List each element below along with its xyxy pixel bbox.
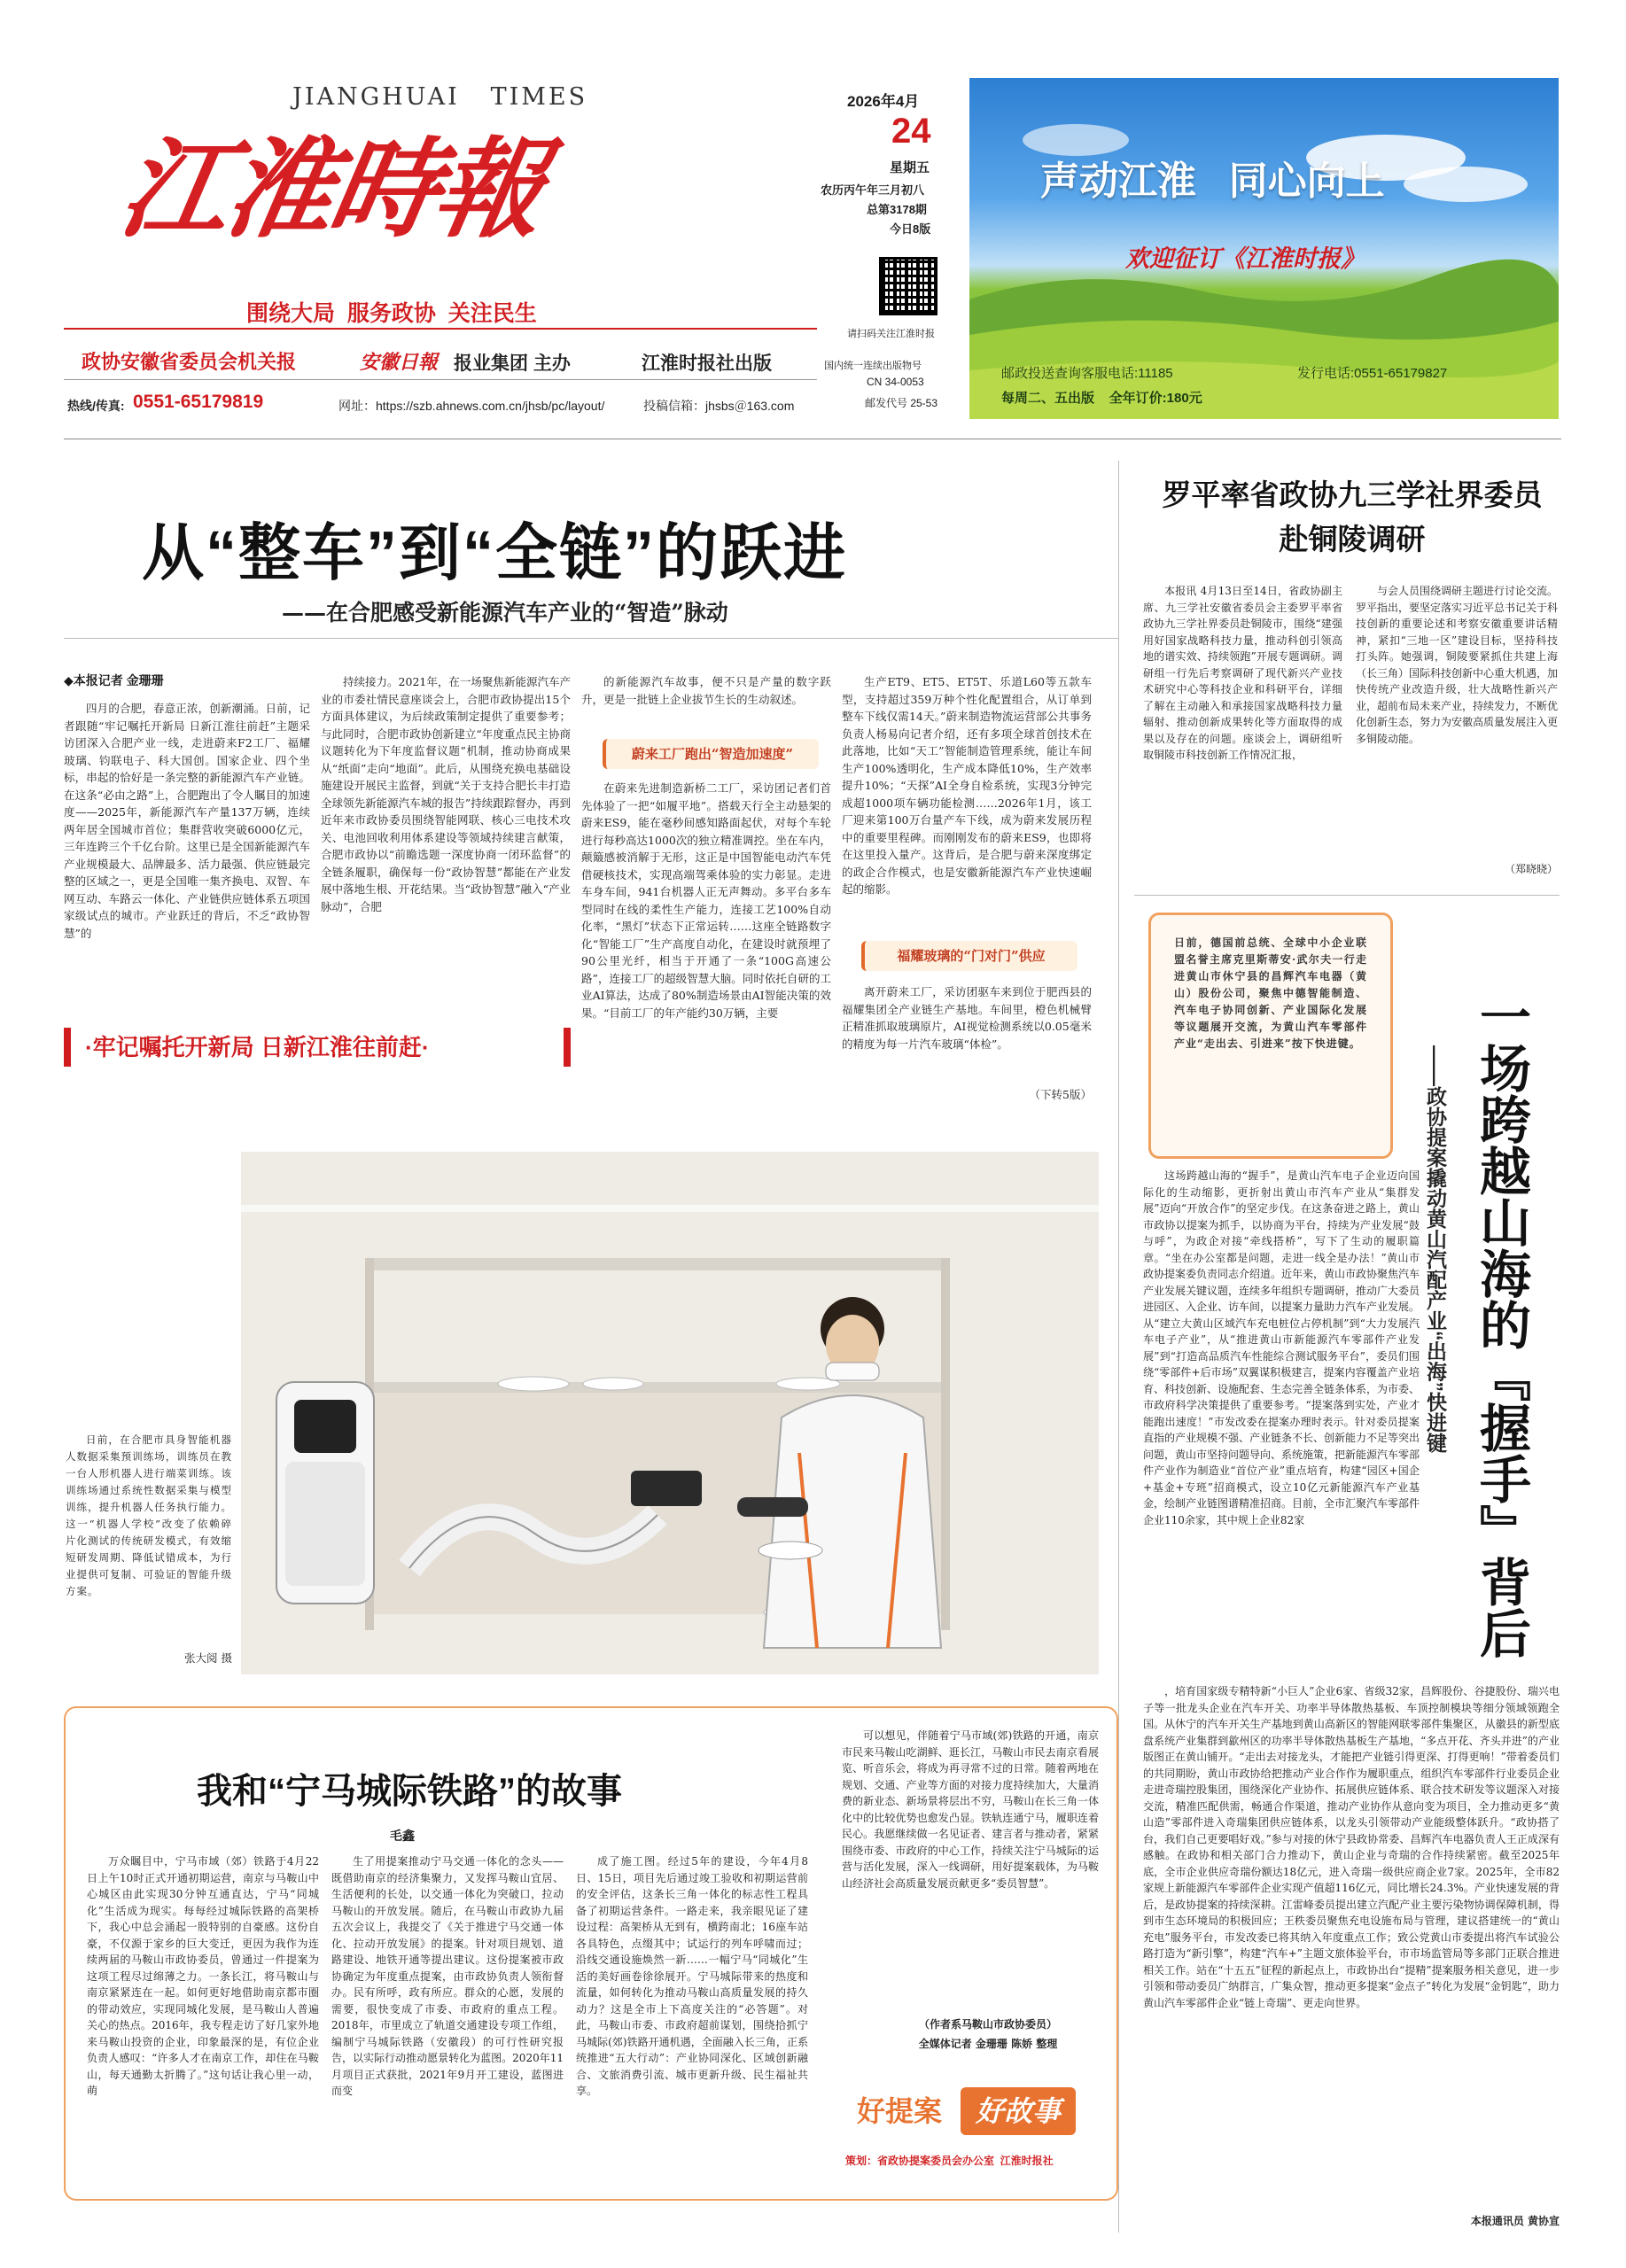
subhead-nio-factory: 蔚来工厂跑出“智造加速度” [603, 739, 819, 769]
masthead-title: 江淮時報 [111, 125, 552, 252]
masthead-latin: JIANGHUAI TIMES [292, 83, 588, 111]
cn-number: CN 34-0053 [867, 376, 924, 388]
masthead-slogan: 围绕大局 服务政协 关注民生 [246, 301, 537, 326]
ad-schedule: 每周二、五出版 全年订价:180元 [1001, 391, 1202, 406]
publisher-label: 报业集团 主办 [454, 353, 571, 374]
ad-postal-query: 邮政投送查询客服电话:11185 [1001, 366, 1173, 381]
page-count: 今日8版 [890, 222, 931, 236]
date-year-month: 2026年4月 [847, 93, 920, 110]
publisher-logo: 安徽日報 [360, 351, 439, 374]
issuer-label: 江淮时报社出版 [642, 353, 772, 374]
ad-distribution-phone: 发行电话:0551-65179827 [1297, 366, 1448, 381]
feature-author: 本报通讯员 黄协宣 [1470, 2215, 1560, 2227]
story-editor: 全媒体记者 金珊珊 陈娇 整理 [918, 2038, 1058, 2050]
ad-headline: 声动江淮 同心向上 [1040, 159, 1385, 203]
story-author: 毛鑫 [390, 1829, 415, 1844]
lead-rule [64, 638, 1118, 639]
ad-invite: 欢迎征订《江淮时报》 [1125, 245, 1365, 273]
subhead-fuyao-glass: 福耀玻璃的“门对门”供应 [861, 941, 1078, 971]
masthead-rule [64, 328, 817, 330]
website-url[interactable]: 网址：https://szb.ahnews.com.cn/jhsb/pc/layout/ [338, 399, 605, 413]
date-weekday: 星期五 [890, 160, 930, 175]
photo-credit: 张大阅 摄 [184, 1651, 232, 1665]
postal-code: 邮发代号 25-53 [865, 397, 938, 409]
photo-scene [241, 1152, 1099, 1674]
date-day: 24 [891, 112, 931, 151]
lead-column-3-top: 的新能源汽车故事，便不只是产量的数字跃升，更是一批链上企业拔节生长的生动叙述。 [581, 675, 831, 706]
story-column-3: 成了施工图。经过5年的建设，今年4月8日、15日，项目先后通过竣工验收和初期运营前的安全评估，这条长三角一体化的标志性工程具备了初期运营条件。一路走来，我亲眼见证了建设过程：高架桥从无到有，横跨南北；16座车站各具特色，点缀其中；试运行的列车呼啸而过；沿线交通设施焕然一新……一幅宁马“同城化”生活的美好画卷徐徐展开。宁马城际带来的热度和流量，如何转化为推动马鞍山高质量发展的持久动力？这是全市上下高度关注的“必答题”。对此，马鞍山市委、市政府超前谋划，围绕拾抓宁马城际(郊)铁路开通机遇，全面融入长三角，正系统推进“五大行动”：产业协同深化、区域创新融合、文旅消费引流、城市更新升级、民生福祉共享。 [576, 1855, 808, 2097]
column-tag-banner: ·牢记嘱托开新局 日新江淮往前赶· [64, 1028, 571, 1067]
feature-subtitle: ——政协提案撬动黄山汽配产业“出海”快进键 [1424, 1045, 1447, 1453]
brief-headline: 罗平率省政协九三学社界委员赴铜陵调研 [1162, 478, 1543, 555]
lead-column-4-top: 生产ET9、ET5、ET5T、乐道L60等五款车型，支持超过359万种个性化配置组合，从订单到整车下线仅需14天。”蔚来制造物流运营部公共事务负责人杨易向记者介绍，还有多项全球首创技术在此落地，比如“天工”智能制造管理系统，能让车间生产100%透明化，生产成本降低10%，生产效率提升10%；“天探”AI全身自检系统，实现3分钟完成超1000项车辆功能检测……2026年1月，该工厂迎来第100万台量产车下线，成为蔚来发展历程中的重要里程碑。而刚刚发布的蔚来ES9，也即将在这里投入量产。这背后，是合肥与蔚来深度绑定的政企合作模式，也是安徽新能源汽车产业快速崛起的缩影。 [842, 675, 1092, 896]
qr-caption: 请扫码关注江淮时报 [847, 329, 935, 339]
lead-continued: （下转5版） [1029, 1088, 1092, 1101]
issue-number: 总第3178期 [867, 203, 927, 216]
date-lunar: 农历丙午年三月初八 [821, 183, 925, 197]
story-planner: 策划：省政协提案委员会办公室 江淮时报社 [845, 2155, 1054, 2167]
story-column-2: 生了用提案推动宁马交通一体化的念头——既借助南京的经济集聚力，又发挥马鞍山宜居、生活便利的长处，以交通一体化为突破口，拉动马鞍山的开放发展。随后，在马鞍山市政协九届五次会议上，我提交了《关于推进宁马交通一体化、拉动开放发展》的提案。针对项目规划、道路建设、地铁开通等提出建议。这份提案被市政协确定为年度重点提案，由市政协负责人领衔督办。民有所呼，政有所应。群众的心愿，发展的需要，很快变成了市委、市政府的重点工程。2018年，市里成立了轨道交通建设专项工作组，编制宁马城际铁路（安徽段）的可行性研究报告，以实际行动推动愿景转化为蓝图。2020年11月项目正式获批，2021年9月开工建设，蓝图进而变 [331, 1855, 564, 2097]
lead-column-3-bottom: 在蔚来先进制造新桥二工厂，采访团记者们首先体验了一把“如履平地”。搭载天行全主动悬架的蔚来ES9，能在毫秒间感知路面起伏，对每个车轮进行每秒高达1000次的独立精准调控。坐在车内，颠簸感被消解于无形，这正是中国智能电动汽车凭借硬核技术，实现高端驾乘体验的实力彰显。走进车身车间，941台机器人正无声舞动。多平台多车型同时在线的柔性生产能力，连接工艺100%自动化率，“黑灯”状态下正常运转……这座全链路数字化“智能工厂”生产高度自动化，在建设时就预埋了90公里光纤，相当于开通了一条“100G高速公路”，连接工厂的超级智慧大脑。同时依托自研的工业AI算法，达成了80%制造场景由AI智能决策的效果。“目前工厂的年产能约30万辆，主要 [581, 781, 831, 1020]
feature-headline: 一场跨越山海的『握手』背后 [1471, 990, 1531, 1658]
story-column-4: 可以想见，伴随着宁马市域(郊)铁路的开通，南京市民来马鞍山吃湖鲜、逛长江，马鞍山市民去南京看展览、听音乐会，将成为再寻常不过的日常。随着两地在规划、交通、产业等方面的对接力度持续加大，大量消费的新业态、新场景将层出不穷，马鞍山在长三角一体化中的比较优势也愈发凸显。铁轨连通宁马，履职连着民心。我愿继续做一名见证者、建言者与推动者，紧紧围绕市委、市政府的中心工作，持续关注宁马城际的运营与活化发展，深入一线调研，用好提案载体，为马鞍山经济社会高质量发展贡献更多“委员智慧”。 [842, 1729, 1099, 1890]
subscription-ad[interactable] [969, 78, 1559, 419]
feature-body-lower: ，培育国家级专精特新“小巨人”企业6家、省级32家，昌辉股份、谷捷股份、瑞兴电子等一批龙头企业在汽车开关、功率半导体散热基板、车顶控制模块等细分领域领跑全国。从休宁的汽车开关生产基地到黄山高新区的智能网联零部件集聚区，从徽县的新型底盘系统产业集群到歙州区的功率半导体散热基板生产基地，“多点开花、齐头并进”的产业版图正在黄山铺开。“走出去对接龙头，才能把产业链引得更深、打得更响！”带着委员们的共同期盼，黄山市政协给把推动产业合作作为履职重点，组织汽车零部件行业委员企业走进奇瑞控股集团，围绕深化产业协作、拓展供应链体系、联合技术研发等议题深入对接交流，精准匹配供需，畅通合作渠道，推动产业协作从意向变为项目，全力推动更多“黄山造”零部件进入奇瑞集团供应链体系，以龙头引领带动产业能级整体跃升。“政协搭了台，我们自己更要唱好戏。”参与对接的休宁县政协常委、昌辉汽车电器负责人王正成深有感触。在政协和相关部门合力推动下，黄山企业与奇瑞的合作持续紧密。截至2025年底，全市企业供应奇瑞份额达18亿元，进入奇瑞一级供应商企业7家。2025年，全市82家规上新能源汽车零部件企业实现产值超116亿元，同比增长24.3%。产业快速发展的背后，是政协提案的持续深耕。江雷峰委员提出建立汽配产业主要污染物协调保障机制，得到市生态环境局的积极回应；王秩委员聚焦充电设施布局与管理，建议搭建统一的“黄山充电”服务平台，市发改委已将其纳入年度重点工作；致公党黄山市委提出将汽车试验公路打造为“新引擎”，构建“汽车+”主题文旅体验平台，市市场监管局等多部门正联合推进相关工作。站在“十五五”征程的新起点上，市政协出台“提精”提案服务相关意见，进一步引领和带动委员广纳群言，广集众智，推动更多提案“金点子”转化为发展“金钥匙”，助力黄山汽车零部件企业“链上奇瑞”、更走向世界。 [1143, 1685, 1560, 2009]
brief-column-1: 本报讯 4月13日至14日，省政协副主席、九三学社安徽省委员会主委罗平率省政协九三学社界委员赴铜陵市，围绕“建强用好国家战略科技力量，推动科创引领高地的谱实效、持续领跑”开展专题调研。调研组一行先后考察调研了现代新兴产业技术研究中心等科技企业和科研平台，详细了解在主动融入和承接国家战略科技力量辐射、推动创新成果转化等方面取得的成果以及存在的问题。座谈会上，调研组听取铜陵市科技创新工作情况汇报， [1143, 585, 1342, 761]
story-headline: 我和“宁马城际铁路”的故事 [197, 1772, 622, 1811]
story-note: （作者系马鞍山市政协委员） [918, 2018, 1057, 2031]
masthead-rule-2 [64, 379, 817, 380]
robot-training-photo [241, 1152, 1099, 1674]
lead-byline: ◆本报记者 金珊珊 [64, 673, 164, 687]
feature-body-upper: 这场跨越山海的“握手”，是黄山汽车电子企业迈向国际化的生动缩影，更折射出黄山市汽车产业从“集群发展”迈向“开放合作”的坚定步伐。在这条奋进之路上，黄山市政协以提案为抓手，以协商为平台，持续为产业发展“鼓与呼”，为政企对接“牵线搭桥”，写下了生动的履职篇章。“坐在办公室都是问题，走进一线全是办法！”黄山市政协提案委负责同志介绍道。近年来，黄山市政协聚焦汽车产业发展关键议题，连续多年组织专题调研，推动广大委员进园区、入企业、访车间，以提案力量助力汽车产业发展。从“建立大黄山区域汽车充电桩位占停机制”到“大力发展汽车电子产业”，从“推进黄山市新能源汽车零部件产业发展”到“打造高品质汽车性能综合测试服务平台”，委员们围绕“零部件+后市场”双翼谋积极建言，提案内容覆盖产业培育、科技创新、设施配套、生态完善全链条体系，为市委、市政府科学决策提供了重要参考。“提案落到实处，产业才能跑出速度！”市发改委在提案办理时表示。针对委员提案直指的产业规模不强、产业链条不长、创新能力不足等突出问题，黄山市坚持问题导向、系统施策，把新能源汽车零部件产业作为制造业“首位产业”重点培育，构建“园区+国企+基金+专班”招商模式，设立10亿元新能源汽车产业基金，绘制产业链图谱精准招商。目前，全市汇聚汽车零部件企业110余家，其中规上企业82家 [1143, 1169, 1420, 1526]
column-divider [1118, 461, 1119, 2233]
submission-email[interactable]: 投稿信箱：jhsbs＠163.com [643, 399, 795, 413]
feature-summary: 日前，德国前总统、全球中小企业联盟名誉主席克里斯蒂安·武尔夫一行走进黄山市休宁县的昌辉汽车电器（黄山）股份公司，聚焦中德智能制造、汽车电子协同创新、产业国际化发展等议题展开交流，为黄山汽车零部件产业“走出去、引进来”按下快进键。 [1174, 936, 1367, 1050]
hotline-label: 热线/传真: [67, 399, 125, 413]
lead-column-4-bottom: 离开蔚来工厂，采访团驱车来到位于肥西县的福耀集团全产业链生产基地。车间里，橙色机械臂正精准抓取玻璃原片，AI视觉检测系统以0.05毫米的精度为每一片汽车玻璃“体检”。 [842, 985, 1092, 1051]
good-proposal-badge: 好提案 [844, 2087, 955, 2135]
brief-column-2: 与会人员围绕调研主题进行讨论交流。罗平指出，要坚定落实习近平总书记关于科技创新的重要论述和考察安徽重要讲话精神，紧扣“三地一区”建设目标，坚持科技打头阵。她强调，铜陵要紧抓住共建上海（长三角）国际科技创新中心重大机遇，加快传统产业改造升级，壮大战略性新兴产业，超前布局未来产业，持续发力，不断优化创新生态，努力为安徽高质量发展注入更多铜陵动能。 [1356, 585, 1558, 745]
lead-headline: 从“整车”到“全链”的跃进 [142, 518, 847, 587]
lead-column-1: 四月的合肥，春意正浓，创新潮涌。日前，记者跟随“牢记嘱托开新局 日新江淮往前赶”主题采访团深入合肥产业一线，走进蔚来F2工厂、福耀玻璃、钧联电子、科大国创。国家企业、四个坐标，串起的恰好是一条完整的新能源汽车产业链。在这条“必由之路”上，合肥跑出了令人瞩目的加速度——2025年，新能源汽车产量137万辆，连续两年居全国城市首位；集群营收突破6000亿元，三年连跨三个千亿台阶。这里已是全国新能源汽车产业规模最大、品牌最多、活力最强、供应链最完整的区域之一，更是全国唯一集齐换电、双智、车网互动、车路云一体化、产业链供应链体系五项国家级试点的城市。产业跃迁的背后，不乏“政协智慧”的 [64, 702, 310, 940]
lead-column-2: 持续接力。2021年，在一场聚焦新能源汽车产业的市委社情民意座谈会上，合肥市政协提出15个方面具体建议，为后续政策制定提供了重要参考；与此同时，合肥市政协创新建立“年度重点民主协商议题转化为下年度监督议题”机制，推动协商成果从“纸面”走向“地面”。此后，从围绕充换电基础设施建设开展民主监督，到就“关于支持合肥长丰打造全球领先新能源汽车城的报告”持续跟踪督办，再到近年来市政协委员围绕智能网联、核心三电技术攻关、电池回收利用体系建设等领域持续建言献策，合肥市政协以“前瞻选题一深度协商一闭环监督”的全链条履职，确保每一份“政协智慧”都能在产业发展中落地生根、开花结果。当“政协智慧”融入“产业脉动”，合肥 [321, 675, 571, 913]
brief-author: （郑晓晓） [1504, 863, 1558, 875]
qr-code[interactable] [879, 257, 937, 315]
masthead-organ: 政协安徽省委员会机关报 [82, 351, 297, 373]
good-story-badge: 好故事 [961, 2087, 1076, 2135]
lead-subtitle: ——在合肥感受新能源汽车产业的“智造”脉动 [282, 600, 728, 625]
story-column-1: 万众瞩目中，宁马市域（郊）铁路于4月22日上午10时正式开通初期运营，南京与马鞍山中心城区由此实现30分钟互通直达，宁马“同城化”生活成为现实。每每经过城际铁路的高架桥下，我心中总会涌起一股特别的自豪感。这份自豪，不仅源于家乡的巨大变迁，更因为我作为连续两届的马鞍山市政协委员，曾通过一件提案为这项工程尽过绵薄之力。一条长江，将马鞍山与南京紧紧连在一起。如何更好地借助南京都市圈的带动效应，实现同城化发展，是马鞍山人普遍关心的热点。2016年，我专程走访了好几家外地来马鞍山投资的企业，印象最深的是，有位企业负责人感叹：“许多人才在南京工作，却住在马鞍山，每天通勤太折腾了。”这句话让我心里一动，萌 [87, 1855, 319, 2097]
brief-rule [1134, 895, 1560, 896]
cn-label: 国内统一连续出版物号 [824, 361, 922, 371]
hotline-number: 0551-65179819 [133, 392, 264, 412]
photo-caption: 日前，在合肥市具身智能机器人数据采集预训练场，训练员在教一台人形机器人进行端菜训练。该训练场通过系统性数据采集与模型训练，提升机器人任务执行能力。这一“机器人学校”改变了依赖碎片化测试的传统研发模式，有效缩短研发周期、降低试错成本，为行业提供可复制、可验证的智能升级方案。 [66, 1433, 232, 1597]
feature-summary-box [1148, 913, 1393, 1159]
